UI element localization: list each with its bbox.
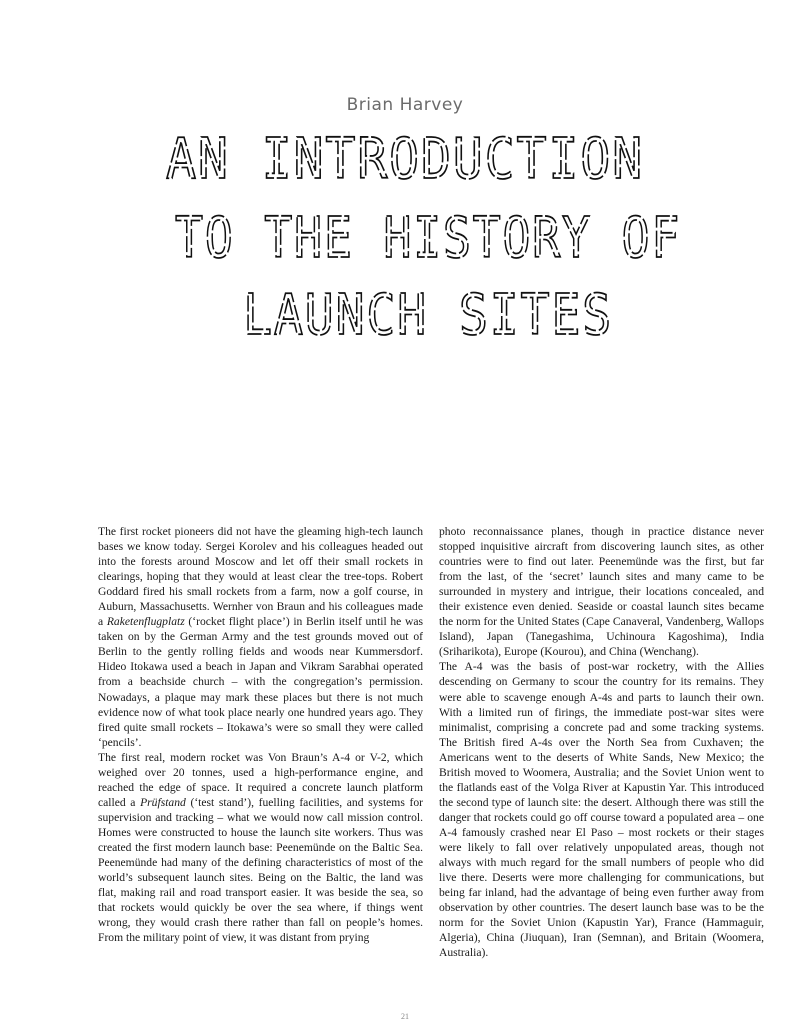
paragraph	[98, 524, 423, 750]
paragraph: The A-4 was the basis of post-war rocketry, with the Allies descending on Germany to scour the country for its remains. They were able to scavenge enough A-4s and parts to launch their own. With a limited run of firings, the immediate post-war sites were minimalist, comprising a concrete pad and some tracking systems. The British fired A-4s over the North Sea from Cuxhaven; the Americans went to the deserts of White Sands, New Mexico; the British moved to Woomera, Australia; and the Soviet Union went to the flatlands east of the Volga River at Kapustin Yar. This introduced the second type of launch site: the desert. Although there was still the danger that rockets could go off course toward a populated area – one A-4 famously crashed near El Paso – most rockets or their stages were likely to fall over relatively unpopulated areas, though not always with much regard for the small numbers of people who did live there. Deserts were more challenging for communications, but being far inland, had the advantage of being even further away from observation by other countries. The desert launch base was to be the norm for the Soviet Union (Kapustin Yar), France (Hammaguir, Algeria), China (Jiuquan), Iran (Semnan), and Britain (Woomera, Australia).	[439, 660, 764, 960]
text-span: The first rocket pioneers did not have the gleaming high-tech launch bases we know today. Sergei Korolev and his colleagues headed out into the forests around Moscow and let off their small rockets in clearings, hoping that they would at least clear the tree-tops. Robert Goddard fired his small rockets from a farm, now a golf course, in Auburn, Massachusetts. Wernher von Braun and his colleagues made a	[98, 525, 423, 629]
italic-term: Prüfstand	[140, 795, 186, 809]
right-column	[439, 524, 764, 960]
paragraph	[98, 750, 423, 946]
author-name: Brian Harvey	[346, 95, 464, 115]
title-line-3: LAUNCH SITES	[243, 283, 613, 348]
title-line-2: TO THE HISTORY OF	[175, 206, 681, 271]
italic-term: Raketenflugplatz	[106, 615, 185, 629]
left-column	[98, 524, 424, 945]
text-span: (‘rocket flight place’) in Berlin itself until he was taken on by the German Army and the test grounds moved out of Berlin to the gently rolling fields and woods near Kummersdorf. Hideo Itokawa used a beach in Japan and Vikram Sarabhai operated from a beachside church – with the congregation’s permission. Nowadays, a plaque may mark these places but there is not much evidence now of what took place nearly one hundred years ago. They fired quite small rockets – Itokawa’s were so small they were called ‘pencils’.	[98, 615, 424, 749]
title-line-1: AN INTRODUCTION	[166, 130, 644, 192]
page-number: 21	[401, 1012, 409, 1021]
text-span: The first real, modern rocket was Von Braun’s A-4 or V-2, which weighed over 20 tonnes, used a high-performance engine, and reached the edge of space. It required a concrete launch platform called a	[98, 750, 423, 809]
text-span: (‘test stand’), fuelling facilities, and systems for supervision and tracking – what we would now call mission control. Homes were constructed to house the launch site workers. Thus was created the first modern launch base: Peenemünde on the Baltic Sea. Peenemünde had many of the defining characteristics of most of the world’s subsequent launch sites. Being on the Baltic, the land was flat, making rail and road transport easier. It was beside the sea, so that rockets would quickly be over the sea where, if things went wrong, they would crash there rather than fall on people’s homes. From the military point of view, it was distant from prying	[98, 795, 423, 945]
chapter-title	[0, 130, 810, 350]
body-text	[98, 524, 764, 960]
paragraph: photo reconnaissance planes, though in practice distance never stopped inquisitive aircraft from discovering launch sites, as other countries were to find out later. Peenemünde was the first, but far from the last, of the ‘secret’ launch sites and many came to be surrounded in mystery and intrigue, their locations concealed, and their existence even denied. Seaside or coastal launch sites became the norm for the United States (Cape Canaveral, Vandenberg, Wallops Island), Japan (Tanegashima, Uchinoura Kagoshima), India (Sriharikota), Europe (Kourou), and China (Wenchang).	[439, 525, 764, 659]
